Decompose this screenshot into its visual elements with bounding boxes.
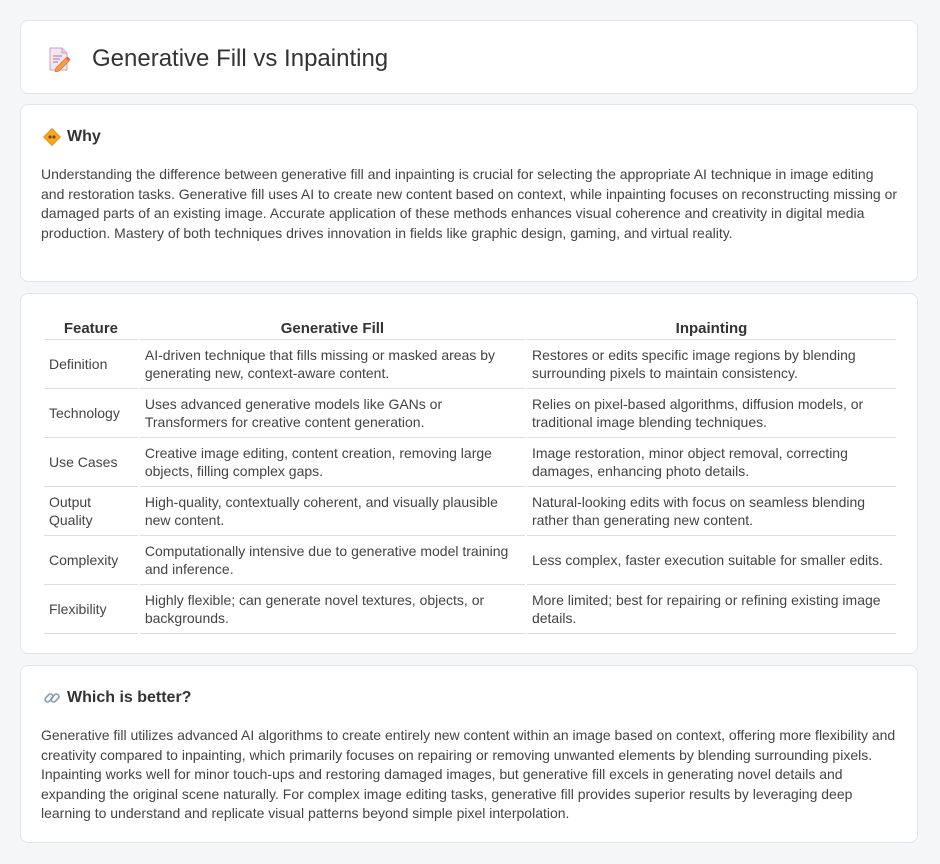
table-row [44, 536, 896, 585]
diamond-sign-icon [43, 128, 61, 146]
feature-cell: Complexity [44, 536, 138, 585]
generative-cell: AI-driven technique that fills missing or masked areas by generating new, context-aware content. [140, 340, 525, 389]
inpainting-cell: Image restoration, minor object removal, correcting damages, enhancing photo details. [527, 438, 896, 487]
generative-cell: Creative image editing, content creation, removing large objects, filling complex gaps. [140, 438, 525, 487]
feature-cell: Technology [44, 389, 138, 438]
page-title: Generative Fill vs Inpainting [92, 45, 389, 72]
table-row [44, 389, 896, 438]
inpainting-cell: More limited; best for repairing or refining existing image details. [527, 585, 896, 634]
comparison-table [42, 316, 898, 634]
which-is-better-section [20, 665, 918, 843]
table-row [44, 487, 896, 536]
better-title: Which is better? [67, 689, 192, 706]
better-body: Generative fill utilizes advanced AI algorithms to create entirely new content within an image based on context, offering more flexibility and creativity compared to inpainting, which primarily focuses on repairing or removing unwanted elements by blending surrounding pixels. Inpainting works well for minor touch-ups and restoring damaged images, but generative fill excels in generating novel details and expanding the original scene naturally. For complex image editing tasks, generative fill provides superior results by leveraging deep learning to understand and replicate visual patterns beyond simple pixel interpolation. [41, 727, 896, 822]
generative-cell: Computationally intensive due to generative model training and inference. [140, 536, 525, 585]
table-row [44, 340, 896, 389]
table-header-row [44, 316, 896, 340]
feature-cell: Definition [44, 340, 138, 389]
feature-cell: Output Quality [44, 487, 138, 536]
header-feature: Feature [44, 316, 138, 340]
inpainting-cell: Less complex, faster execution suitable for smaller edits. [527, 536, 896, 585]
header-generative-fill: Generative Fill [140, 316, 525, 340]
why-section [20, 104, 918, 282]
header-inpainting: Inpainting [527, 316, 896, 340]
why-title: Why [67, 128, 101, 145]
feature-cell: Use Cases [44, 438, 138, 487]
generative-cell: High-quality, contextually coherent, and visually plausible new content. [140, 487, 525, 536]
inpainting-cell: Restores or edits specific image regions by blending surrounding pixels to maintain consistency. [527, 340, 896, 389]
inpainting-cell: Relies on pixel-based algorithms, diffusion models, or traditional image blending techniques. [527, 389, 896, 438]
generative-cell: Uses advanced generative models like GANs or Transformers for creative content generation. [140, 389, 525, 438]
feature-cell: Flexibility [44, 585, 138, 634]
table-row [44, 438, 896, 487]
comparison-section [20, 293, 918, 654]
inpainting-cell: Natural-looking edits with focus on seamless blending rather than generating new content. [527, 487, 896, 536]
header-card [20, 20, 918, 94]
table-row [44, 585, 896, 634]
document-pencil-icon [47, 46, 71, 72]
generative-cell: Highly flexible; can generate novel textures, objects, or backgrounds. [140, 585, 525, 634]
why-body: Understanding the difference between generative fill and inpainting is crucial for selecting the appropriate AI technique in image editing and restoration tasks. Generative fill uses AI to create new content based on context, while inpainting focuses on reconstructing missing or damaged parts of an existing image. Accurate application of these methods enhances visual coherence and creativity in digital media production. Mastery of both techniques drives innovation in fields like graphic design, gaming, and virtual reality. [41, 166, 898, 241]
link-icon [43, 689, 61, 707]
